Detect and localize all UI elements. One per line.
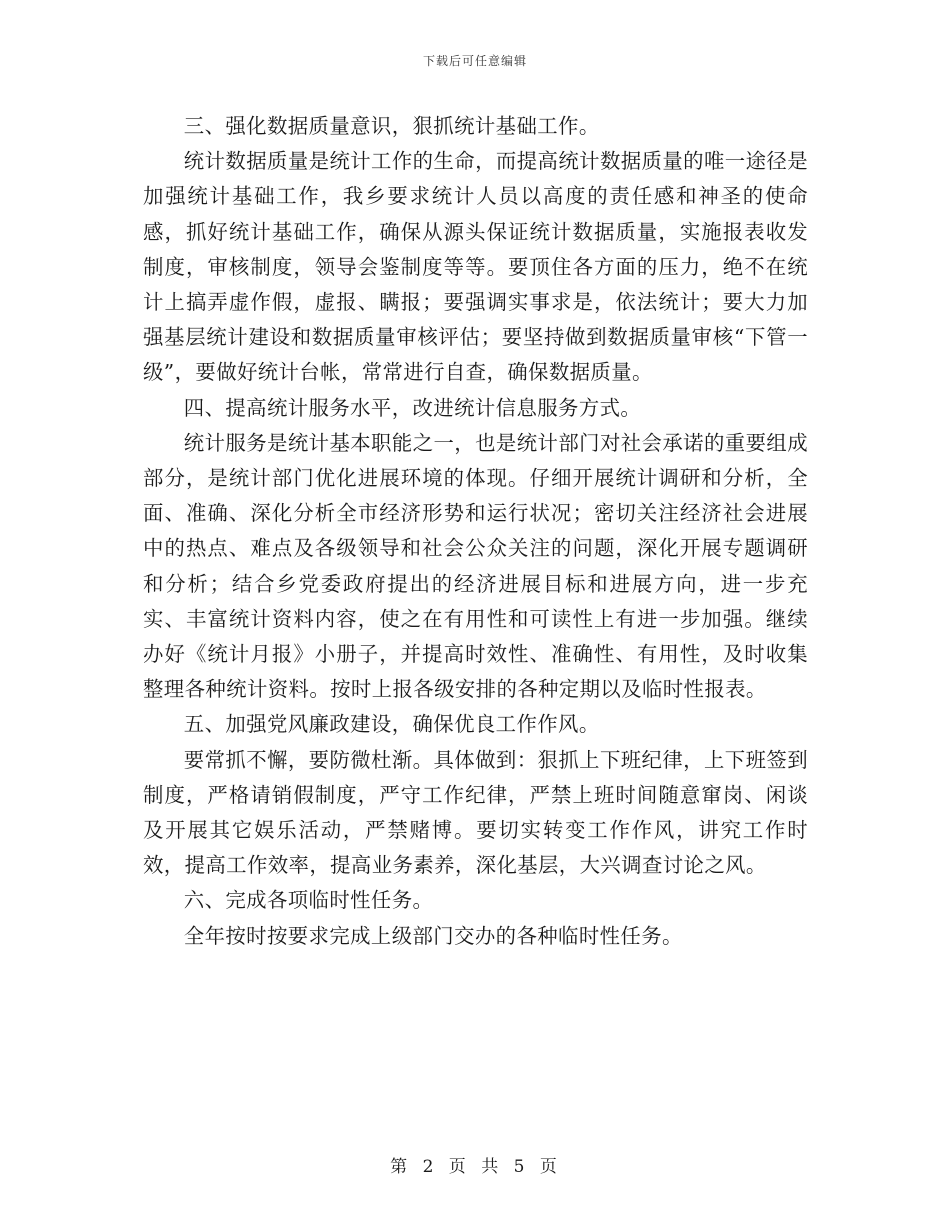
section-heading-4: 四、提高统计服务水平，改进统计信息服务方式。 <box>183 395 642 420</box>
body-paragraph-work-style: 要常抓不懈，要防微杜渐。具体做到：狠抓上下班纪律，上下班签到制度，严格请销假制度，严守工作纪律，严禁上班时间随意窜岗、闲谈及开展其它娱乐活动，严禁赌博。要切实转变工作作风，讲究工作时效，提高工作效率，提高业务素养，深化基层，大兴调查讨论之风。 <box>143 747 808 878</box>
page-header-note: 下载后可任意编辑 <box>422 54 527 68</box>
section-heading-5: 五、加强党风廉政建设，确保优良工作作风。 <box>183 712 600 737</box>
section-heading-3: 三、强化数据质量意识，狠抓统计基础工作。 <box>183 114 600 138</box>
body-paragraph-data-quality: 统计数据质量是统计工作的生命，而提高统计数据质量的唯一途径是加强统计基础工作，我乡要求统计人员以高度的责任感和神圣的使命感，抓好统计基础工作，确保从源头保证统计数据质量，实施报表收发制度，审核制度，领导会鉴制度等等。要顶住各方面的压力，绝不在统计上搞弄虚作假，虚报、瞒报；要强调实事求是，依法统计；要大力加强基层统计建设和数据质量审核评估；要坚持做到数据质量审核“下管一级”，要做好统计台帐，常常进行自查，确保数据质量。 <box>143 149 808 385</box>
body-paragraph-statistical-service: 统计服务是统计基本职能之一，也是统计部门对社会承诺的重要组成部分，是统计部门优化进展环境的体现。仔细开展统计调研和分析，全面、准确、深化分析全市经济形势和运行状况；密切关注经济社会进展中的热点、难点及各级领导和社会公众关注的问题，深化开展专题调研和分析；结合乡党委政府提出的经济进展目标和进展方向，进一步充实、丰富统计资料内容，使之在有用性和可读性上有进一步加强。继续办好《统计月报》小册子，并提高时效性、准确性、有用性，及时收集整理各种统计资料。按时上报各级安排的各种定期以及临时性报表。 <box>143 430 808 702</box>
section-heading-6: 六、完成各项临时性任务。 <box>183 888 434 913</box>
body-paragraph-temporary-tasks: 全年按时按要求完成上级部门交办的各种临时性任务。 <box>183 923 683 948</box>
page-number-footer: 第 2 页 共 5 页 <box>390 1157 560 1177</box>
document-body <box>143 109 808 954</box>
